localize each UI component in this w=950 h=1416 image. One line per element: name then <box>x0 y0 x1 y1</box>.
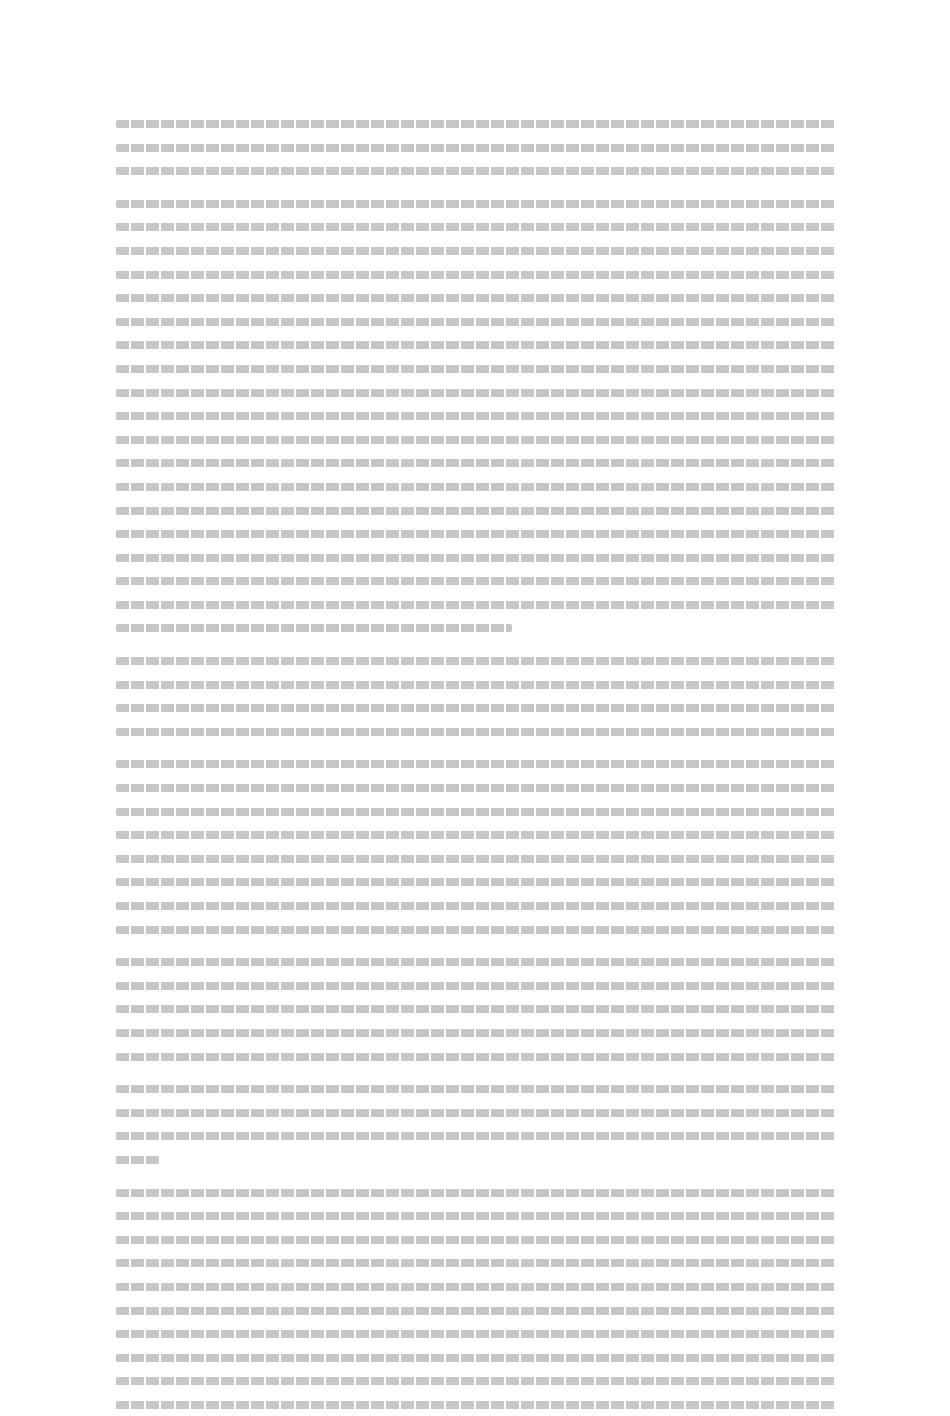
illegible-text-placeholder <box>116 855 836 863</box>
text-line <box>116 1021 836 1045</box>
paragraph <box>116 1077 836 1171</box>
text-line <box>116 1148 836 1172</box>
text-line <box>116 950 836 974</box>
text-line <box>116 1322 836 1346</box>
text-line <box>116 1204 836 1228</box>
text-line <box>116 1251 836 1275</box>
illegible-text-placeholder <box>116 1005 836 1013</box>
document-page <box>116 112 836 1416</box>
text-line <box>116 593 836 617</box>
illegible-text-placeholder <box>116 1156 159 1164</box>
illegible-text-placeholder <box>116 1212 836 1220</box>
illegible-text-placeholder <box>116 1029 836 1037</box>
illegible-text-placeholder <box>116 1401 836 1409</box>
text-line <box>116 800 836 824</box>
illegible-text-placeholder <box>116 247 836 255</box>
illegible-text-placeholder <box>116 271 836 279</box>
text-line <box>116 381 836 405</box>
text-line <box>116 1077 836 1101</box>
illegible-text-placeholder <box>116 831 836 839</box>
illegible-text-placeholder <box>116 878 836 886</box>
illegible-text-placeholder <box>116 1307 836 1315</box>
text-line <box>116 333 836 357</box>
text-line <box>116 1045 836 1069</box>
illegible-text-placeholder <box>116 1283 836 1291</box>
illegible-text-placeholder <box>116 554 836 562</box>
illegible-text-placeholder <box>116 530 836 538</box>
illegible-text-placeholder <box>116 294 836 302</box>
illegible-text-placeholder <box>116 657 836 665</box>
illegible-text-placeholder <box>116 1109 836 1117</box>
text-line <box>116 239 836 263</box>
illegible-text-placeholder <box>116 1330 836 1338</box>
text-line <box>116 847 836 871</box>
text-line <box>116 870 836 894</box>
illegible-text-placeholder <box>116 577 836 585</box>
text-line <box>116 894 836 918</box>
illegible-text-placeholder <box>116 483 836 491</box>
illegible-text-placeholder <box>116 459 836 467</box>
illegible-text-placeholder <box>116 318 836 326</box>
illegible-text-placeholder <box>116 902 836 910</box>
illegible-text-placeholder <box>116 808 836 816</box>
text-line <box>116 1369 836 1393</box>
text-line <box>116 918 836 942</box>
text-line <box>116 1275 836 1299</box>
illegible-text-placeholder <box>116 341 836 349</box>
text-line <box>116 974 836 998</box>
illegible-text-placeholder <box>116 436 836 444</box>
text-line <box>116 136 836 160</box>
text-line <box>116 1346 836 1370</box>
illegible-text-placeholder <box>116 784 836 792</box>
text-line <box>116 1299 836 1323</box>
text-line <box>116 286 836 310</box>
illegible-text-placeholder <box>116 167 836 175</box>
text-line <box>116 404 836 428</box>
illegible-text-placeholder <box>116 412 836 420</box>
text-line <box>116 673 836 697</box>
illegible-text-placeholder <box>116 728 836 736</box>
text-line <box>116 499 836 523</box>
illegible-text-placeholder <box>116 704 836 712</box>
text-line <box>116 752 836 776</box>
text-line <box>116 192 836 216</box>
text-line <box>116 997 836 1021</box>
text-line <box>116 1393 836 1416</box>
illegible-text-placeholder <box>116 507 836 515</box>
text-line <box>116 475 836 499</box>
text-line <box>116 616 836 640</box>
text-line <box>116 1228 836 1252</box>
illegible-text-placeholder <box>116 1053 836 1061</box>
illegible-text-placeholder <box>116 1085 836 1093</box>
illegible-text-placeholder <box>116 1354 836 1362</box>
paragraph <box>116 1181 836 1416</box>
illegible-text-placeholder <box>116 200 836 208</box>
illegible-text-placeholder <box>116 926 836 934</box>
text-line <box>116 720 836 744</box>
paragraph <box>116 192 836 640</box>
illegible-text-placeholder <box>116 958 836 966</box>
text-line <box>116 215 836 239</box>
paragraph <box>116 112 836 183</box>
text-line <box>116 1181 836 1205</box>
paragraph <box>116 752 836 941</box>
illegible-text-placeholder <box>116 1189 836 1197</box>
text-line <box>116 112 836 136</box>
text-line <box>116 263 836 287</box>
text-line <box>116 546 836 570</box>
illegible-text-placeholder <box>116 624 512 632</box>
text-line <box>116 776 836 800</box>
illegible-text-placeholder <box>116 681 836 689</box>
illegible-text-placeholder <box>116 982 836 990</box>
illegible-text-placeholder <box>116 120 836 128</box>
illegible-text-placeholder <box>116 1132 836 1140</box>
text-line <box>116 569 836 593</box>
text-line <box>116 1101 836 1125</box>
paragraph <box>116 649 836 743</box>
illegible-text-placeholder <box>116 1259 836 1267</box>
illegible-text-placeholder <box>116 1236 836 1244</box>
paragraph <box>116 950 836 1068</box>
illegible-text-placeholder <box>116 223 836 231</box>
text-line <box>116 310 836 334</box>
text-line <box>116 428 836 452</box>
illegible-text-placeholder <box>116 601 836 609</box>
illegible-text-placeholder <box>116 365 836 373</box>
text-line <box>116 159 836 183</box>
text-line <box>116 522 836 546</box>
text-line <box>116 696 836 720</box>
illegible-text-placeholder <box>116 389 836 397</box>
text-line <box>116 649 836 673</box>
text-line <box>116 357 836 381</box>
illegible-text-placeholder <box>116 1377 836 1385</box>
illegible-text-placeholder <box>116 760 836 768</box>
text-line <box>116 1124 836 1148</box>
illegible-text-placeholder <box>116 144 836 152</box>
text-line <box>116 823 836 847</box>
text-line <box>116 451 836 475</box>
